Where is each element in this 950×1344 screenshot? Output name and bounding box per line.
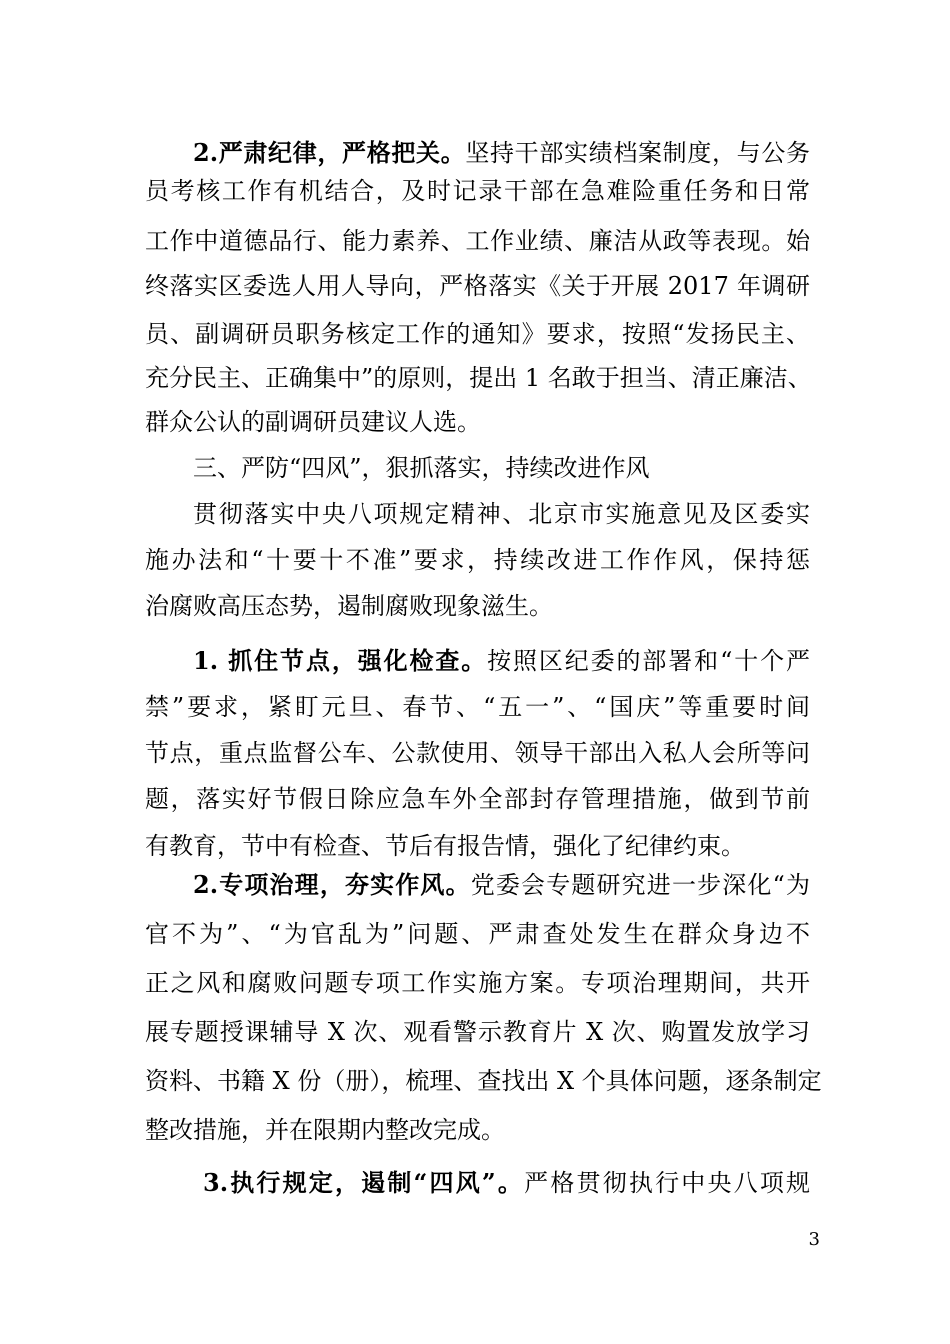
- text-line: [145, 589, 810, 623]
- body-text: 工作中道德品行、能力素养、工作业绩、廉洁从政等表现。始: [145, 227, 810, 255]
- bold-heading: 1. 抓住节点，强化检查。: [193, 646, 488, 675]
- text-line: [145, 966, 810, 1000]
- text-line: [145, 174, 810, 208]
- body-text: 正之风和腐败问题专项工作实施方案。专项治理期间，共开: [145, 969, 810, 997]
- body-text: 资料、书籍 X 份（册），梳理、查找出 X 个具体问题，逐条制定: [145, 1067, 822, 1095]
- body-text: 有教育，节中有检查、节后有报告情，强化了纪律约束。: [145, 832, 745, 860]
- text-line: [145, 1064, 822, 1098]
- body-text: 施办法和“十要十不准”要求，持续改进工作作风，保持惩: [145, 546, 810, 574]
- text-line: [145, 317, 810, 351]
- bold-heading: 3.执行规定，遏制“四风”。: [203, 1168, 525, 1197]
- text-line: [145, 1015, 810, 1049]
- text-line: [145, 497, 810, 531]
- body-text: 群众公认的副调研员建议人选。: [145, 408, 481, 436]
- text-line: [145, 644, 810, 678]
- text-line: [145, 917, 810, 951]
- body-text: 禁”要求，紧盯元旦、春节、“五一”、“国庆”等重要时间: [145, 693, 810, 721]
- body-text: 党委会专题研究进一步深化“为: [470, 871, 810, 899]
- section-heading-text: 三、严防“四风”，狠抓落实，持续改进作风: [193, 454, 650, 482]
- text-line: [145, 224, 810, 258]
- text-line: [145, 361, 810, 395]
- body-text: 节点，重点监督公车、公款使用、领导干部出入私人会所等问: [145, 739, 810, 767]
- text-line: [145, 269, 810, 303]
- bold-heading: 2.专项治理，夯实作风。: [193, 870, 471, 899]
- body-text: 整改措施，并在限期内整改完成。: [145, 1116, 505, 1144]
- body-text: 官不为”、“为官乱为”问题、严肃查处发生在群众身边不: [145, 920, 810, 948]
- body-text: 坚持干部实绩档案制度，与公务: [465, 139, 810, 167]
- text-line: [145, 1166, 810, 1200]
- page-number: 3: [808, 1229, 820, 1250]
- body-text: 治腐败高压态势，遏制腐败现象滋生。: [145, 592, 553, 620]
- text-line: [145, 405, 810, 439]
- body-text: 员、副调研员职务核定工作的通知》要求，按照“发扬民主、: [145, 320, 810, 348]
- text-line: [145, 136, 810, 170]
- bold-heading: 2.严肃纪律，严格把关。: [193, 138, 466, 167]
- text-line: [145, 736, 810, 770]
- text-line: [145, 1113, 810, 1147]
- body-text: 终落实区委选人用人导向，严格落实《关于开展 2017 年调研: [145, 272, 810, 300]
- text-line: [145, 782, 810, 816]
- body-text: 按照区纪委的部署和“十个严: [487, 647, 810, 675]
- body-text: 贯彻落实中央八项规定精神、北京市实施意见及区委实: [193, 500, 810, 528]
- text-line: [145, 690, 810, 724]
- body-text: 员考核工作有机结合，及时记录干部在急难险重任务和日常: [145, 177, 810, 205]
- section-heading: [145, 451, 810, 485]
- text-line: [145, 543, 810, 577]
- body-text: 严格贯彻执行中央八项规: [524, 1169, 811, 1197]
- body-text: 充分民主、正确集中”的原则，提出 1 名敢于担当、清正廉洁、: [145, 364, 812, 392]
- text-line: [145, 829, 810, 863]
- body-text: 展专题授课辅导 X 次、观看警示教育片 X 次、购置发放学习: [145, 1018, 810, 1046]
- body-text: 题，落实好节假日除应急车外全部封存管理措施，做到节前: [145, 785, 810, 813]
- text-line: [145, 868, 810, 902]
